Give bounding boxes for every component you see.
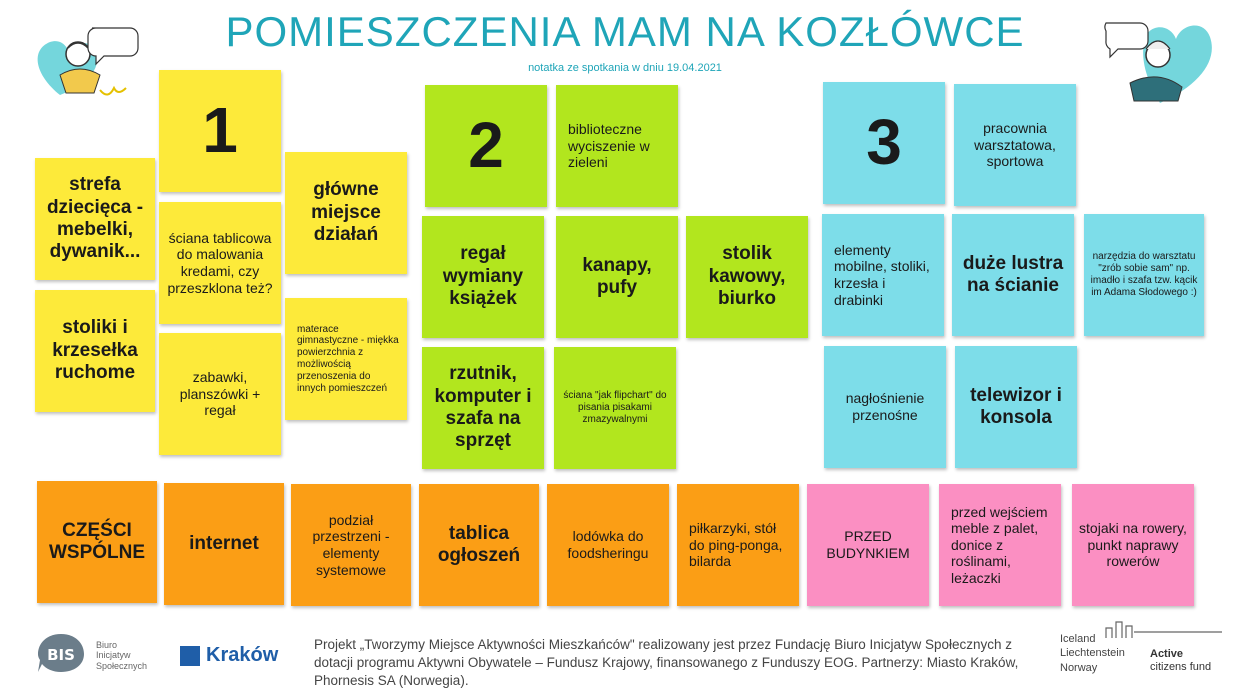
zone3-note-tv-console: telewizor i konsola	[955, 346, 1077, 468]
zone2-note-library: biblioteczne wyciszenie w zieleni	[556, 85, 678, 207]
zone3-note-mobile-elements: elementy mobilne, stoliki, krzesła i drabinki	[822, 214, 944, 336]
krakow-logo: Kraków	[180, 644, 278, 667]
zone3-note-mirrors: duże lustra na ścianie	[952, 214, 1074, 336]
zone1-note-toys: zabawki, planszówki + regał	[159, 333, 281, 455]
zone1-note-main-place: główne miejsce działań	[285, 152, 407, 274]
outside-header: PRZED BUDYNKIEM	[807, 484, 929, 606]
common-header: CZĘŚCI WSPÓLNE	[37, 481, 157, 603]
zone2-number: 2	[425, 85, 547, 207]
page-title: POMIESZCZENIA MAM NA KOZŁÓWCE	[225, 8, 1025, 55]
common-note-fridge: lodówka do foodsheringu	[547, 484, 669, 606]
common-note-games: piłkarzyki, stół do ping-ponga, bilarda	[677, 484, 799, 606]
zone1-note-kids-zone: strefa dziecięca - mebelki, dywanik...	[35, 158, 155, 280]
bis-logo-text: BIS	[47, 646, 75, 664]
outside-note-pallet-furniture: przed wejściem meble z palet, donice z roślinami, leżaczki	[939, 484, 1061, 606]
page-subtitle: notatka ze spotkania w dniu 19.04.2021	[528, 62, 722, 74]
active-citizens-fund: Active citizens fund	[1150, 648, 1212, 674]
zone1-note-mats: materace gimnastyczne - miękka powierzchnia z możliwością przenoszenia do innych pomieszczeń	[285, 298, 407, 420]
eea-logo-icon	[1104, 616, 1224, 640]
zone2-note-projector: rzutnik, komputer i szafa na sprzęt	[422, 347, 544, 469]
outside-note-bike-racks: stojaki na rowery, punkt naprawy rowerów	[1072, 484, 1194, 606]
zone1-note-chalk-wall: ściana tablicowa do malowania kredami, czy przeszklona też?	[159, 202, 281, 324]
zone3-note-sound-system: nagłośnienie przenośne	[824, 346, 946, 468]
zone1-note-tables: stoliki i krzesełka ruchome	[35, 290, 155, 412]
zone2-note-bookshelf: regał wymiany książek	[422, 216, 544, 338]
bis-name: Biuro Inicjatyw Społecznych	[96, 640, 148, 671]
zone3-note-workshop: pracownia warsztatowa, sportowa	[954, 84, 1076, 206]
eea-countries: Iceland Liechtenstein Norway	[1060, 633, 1125, 674]
zone2-note-flipchart-wall: ściana "jak flipchart" do pisania pisakami zmazywalnymi	[554, 347, 676, 469]
common-note-space-division: podział przestrzeni - elementy systemowe	[291, 484, 411, 606]
zone1-number: 1	[159, 70, 281, 192]
common-note-notice-board: tablica ogłoszeń	[419, 484, 539, 606]
zone3-note-tools: narzędzia do warsztatu "zrób sobie sam" np. imadło i szafa tzw. kącik im Adama Słodowego :)	[1084, 214, 1204, 336]
zone3-number: 3	[823, 82, 945, 204]
zone2-note-sofas: kanapy, pufy	[556, 216, 678, 338]
zone2-note-coffee-table: stolik kawowy, biurko	[686, 216, 808, 338]
common-note-internet: internet	[164, 483, 284, 605]
project-description: Projekt „Tworzymy Miejsce Aktywności Mieszkańców" realizowany jest przez Fundację Biuro Inicjatyw Społecznych z dotacji programu Aktywni Obywatele – Fundusz Krajowy, finansowanego z Funduszy EOG. Partnerzy: Miasto Kraków, Phornesis SA (Norwegia).	[314, 637, 1019, 689]
bis-logo	[36, 632, 86, 674]
krakow-logo-icon	[180, 646, 200, 666]
